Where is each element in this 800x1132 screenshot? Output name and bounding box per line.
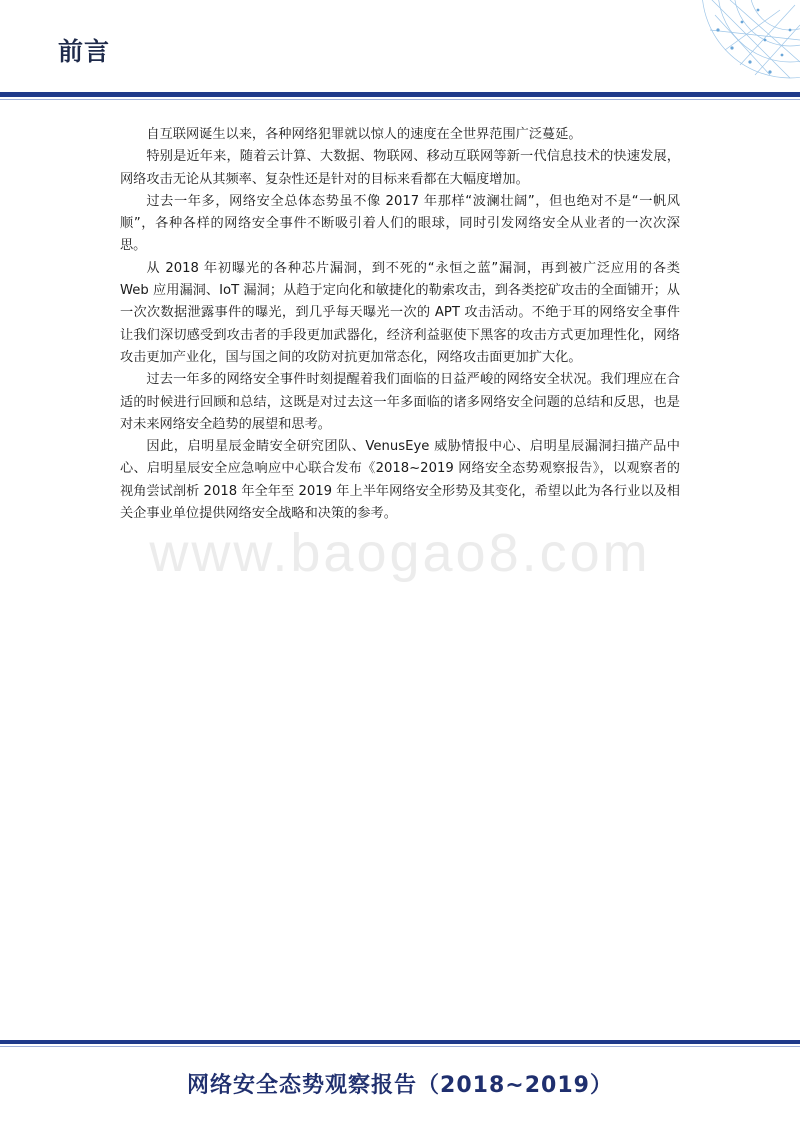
paragraph: 过去一年多的网络安全事件时刻提醒着我们面临的日益严峻的网络安全状况。我们理应在合适的时候进行回顾和总结，这既是对过去这一年多面临的诸多网络安全问题的总结和反思，也是对未来网络安全趋势的展望和思考。: [120, 372, 680, 432]
paragraph: 从 2018 年初曝光的各种芯片漏洞，到不死的“永恒之蓝”漏洞，再到被广泛应用的各类 Web 应用漏洞、IoT 漏洞；从趋于定向化和敏捷化的勒索攻击，到各类挖矿攻击的全面铺开；从一次次数据泄露事件的曝光，到几乎每天曝光一次的 APT 攻击活动。不绝于耳的网络安全事件让我们深切感受到攻击者的手段更加武器化，经济利益驱使下黑客的攻击方式更加理性化，网络攻击更加产业化，国与国之间的攻防对抗更加常态化，网络攻击面更加扩大化。: [120, 260, 680, 365]
paragraph: 特别是近年来，随着云计算、大数据、物联网、移动互联网等新一代信息技术的快速发展，网络攻击无论从其频率、复杂性还是针对的目标来看都在大幅度增加。: [120, 149, 680, 187]
header-divider: [0, 92, 800, 97]
globe-network-icon: [670, 0, 800, 90]
paragraph: 过去一年多，网络安全总体态势虽不像 2017 年那样“波澜壮阔”，但也绝对不是“一帆风顺”，各种各样的网络安全事件不断吸引着人们的眼球，同时引发网络安全从业者的一次次深思。: [120, 193, 680, 254]
footer-divider-thin: [0, 1046, 800, 1047]
report-title: 网络安全态势观察报告（2018~2019）: [187, 1073, 613, 1098]
watermark: www.baogao8.com: [149, 523, 651, 583]
page-title: 前言: [58, 37, 111, 66]
paragraph: 因此，启明星辰金睛安全研究团队、VenusEye 威胁情报中心、启明星辰漏洞扫描产品中心、启明星辰安全应急响应中心联合发布《2018~2019 网络安全态势观察报告》，以观察者的视角尝试剖析 2018 年全年至 2019 年上半年网络安全形势及其变化，希望以此为各行业以及相关企事业单位提供网络安全战略和决策的参考。: [120, 439, 680, 522]
header-divider-thin: [0, 99, 800, 100]
footer-divider: [0, 1040, 800, 1044]
preface-body: [120, 124, 680, 525]
paragraph: 自互联网诞生以来，各种网络犯罪就以惊人的速度在全世界范围广泛蔓延。: [146, 127, 582, 142]
